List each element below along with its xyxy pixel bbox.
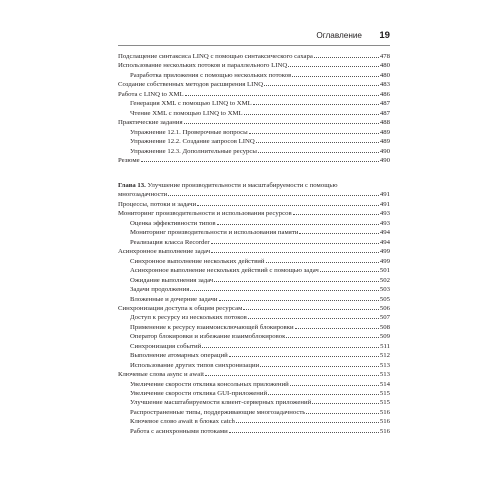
- toc-entry-label: Упражнение 12.2. Создание запросов LINQ: [130, 138, 255, 146]
- toc-entry[interactable]: [118, 247, 390, 256]
- toc-entry[interactable]: [130, 228, 390, 237]
- toc-entry-label: Создание собственных методов расширения LINQ: [118, 81, 264, 89]
- chapter-title-text: Улучшение производительности и масштабируемости с помощью: [147, 182, 338, 189]
- toc-entry-label: Оператор блокировки и избежание взаимоблокировок: [130, 333, 286, 341]
- toc-entry-page: 513: [379, 371, 390, 379]
- leader-dots: [290, 385, 379, 386]
- toc-entry[interactable]: [118, 370, 390, 379]
- toc-entry-page: 489: [379, 138, 390, 146]
- toc-entry[interactable]: [118, 61, 390, 70]
- leader-dots: [211, 243, 379, 244]
- chapter-number: Глава 13.: [118, 182, 146, 189]
- header-page-number: 19: [379, 30, 390, 41]
- toc-entry-label: Работа с асинхронными потоками: [130, 427, 228, 435]
- toc-entry-label: Распространенные типы, поддерживающие многозадачность: [130, 408, 306, 416]
- toc-entry-label: Ключевые слова async и await: [118, 371, 204, 379]
- toc-entry-label: Практические задания: [118, 119, 183, 127]
- toc-entry[interactable]: [118, 209, 390, 218]
- toc-entry-label: Подслащение синтаксиса LINQ с помощью синтаксического сахара: [118, 53, 313, 60]
- toc-entry-page: 487: [379, 109, 390, 117]
- toc-entry-page: 508: [379, 323, 390, 331]
- toc-entry-page: 486: [379, 90, 390, 98]
- toc-entry[interactable]: [118, 200, 390, 209]
- toc-entry-label: Ожидание выполнения задач: [130, 276, 214, 284]
- toc-entry[interactable]: [118, 304, 390, 313]
- toc-entry[interactable]: [130, 99, 390, 108]
- toc-entry-label: Оценка эффективности типов: [130, 219, 216, 227]
- leader-dots: [288, 66, 379, 67]
- toc-entry[interactable]: [130, 285, 390, 294]
- toc-entry-page: 516: [379, 427, 390, 435]
- leader-dots: [236, 422, 379, 423]
- toc-entry[interactable]: [118, 156, 390, 165]
- leader-dots: [299, 233, 378, 234]
- leader-dots: [306, 413, 378, 414]
- toc-entry-page: 513: [379, 361, 390, 369]
- toc-entry[interactable]: [130, 295, 390, 304]
- leader-dots: [292, 76, 379, 77]
- toc-entry[interactable]: [130, 323, 390, 332]
- toc-entry-page: 503: [379, 286, 390, 294]
- leader-dots: [190, 290, 378, 291]
- toc-entry-label: Увеличение скорости отклика консольных приложений: [130, 380, 289, 388]
- toc-entry-label: Резюме: [118, 156, 140, 164]
- toc-entry-page: 491: [379, 201, 390, 208]
- leader-dots: [314, 57, 379, 58]
- toc-entry[interactable]: [130, 389, 390, 398]
- toc-entry-page: 483: [379, 81, 390, 89]
- chapter-heading[interactable]: [118, 181, 390, 199]
- toc-entry-page: 509: [379, 333, 390, 341]
- toc-entry-page: 493: [379, 219, 390, 227]
- toc-entry[interactable]: [130, 137, 390, 146]
- toc-entry-label: Задачи продолжения: [130, 286, 190, 294]
- toc-entry-label: Асинхронное выполнение нескольких действий с помощью задач: [130, 267, 319, 275]
- toc-entry-page: 505: [379, 295, 390, 303]
- leader-dots: [211, 252, 379, 253]
- toc-entry-label: Процессы, потоки и задачи: [118, 201, 197, 208]
- chapter-title-line1: [118, 181, 390, 190]
- toc-entry-page: 515: [379, 399, 390, 407]
- toc-entry[interactable]: [130, 398, 390, 407]
- toc-entry-page: 494: [379, 229, 390, 237]
- toc-entry-page: 506: [379, 304, 390, 312]
- toc-entry[interactable]: [118, 52, 390, 61]
- toc-entry[interactable]: [130, 219, 390, 228]
- chapter-title-line2: [118, 190, 390, 199]
- toc-entry[interactable]: [118, 118, 390, 127]
- leader-dots: [266, 262, 379, 263]
- toc-entry-page: 516: [379, 418, 390, 426]
- toc-entry-page: 478: [379, 53, 390, 60]
- leader-dots: [253, 104, 379, 105]
- chapter-title-continued: многозадачности: [118, 191, 168, 198]
- toc-entry[interactable]: [130, 351, 390, 360]
- toc-entry-page: 514: [379, 380, 390, 388]
- leader-dots: [197, 205, 379, 206]
- leader-dots: [320, 271, 379, 272]
- toc-entry[interactable]: [130, 332, 390, 341]
- leader-dots: [258, 152, 379, 153]
- toc-entry[interactable]: [118, 80, 390, 89]
- toc-entry[interactable]: [130, 238, 390, 247]
- toc-entry-label: Асинхронное выполнение задач: [118, 248, 211, 256]
- toc-entry-page: 515: [379, 390, 390, 397]
- toc-entry-page: 489: [379, 128, 390, 136]
- leader-dots: [185, 95, 379, 96]
- toc-entry[interactable]: [130, 342, 390, 351]
- toc-entry-page: 488: [379, 119, 390, 127]
- toc-entry-label: Упражнение 12.3. Дополнительные ресурсы: [130, 147, 257, 155]
- toc-entry-page: 499: [379, 248, 390, 256]
- toc-entry-label: Доступ к ресурсу из нескольких потоков: [130, 314, 247, 322]
- leader-dots: [202, 347, 379, 348]
- toc-entry[interactable]: [130, 71, 390, 80]
- toc-entry-label: Мониторинг производительности и использования памяти: [130, 229, 299, 237]
- toc-entry-page: 511: [380, 342, 390, 350]
- toc-entry-page: 490: [379, 156, 390, 164]
- leader-dots: [243, 309, 379, 310]
- toc-entry-page: 494: [379, 238, 390, 246]
- toc-entry-page: 480: [379, 71, 390, 79]
- leader-dots: [260, 366, 379, 367]
- leader-dots: [205, 375, 379, 376]
- toc-entry-label: Выполнение атомарных операций: [130, 352, 228, 360]
- leader-dots: [244, 114, 379, 115]
- toc-entry-page: 507: [379, 314, 390, 322]
- leader-dots: [214, 281, 379, 282]
- toc-entry[interactable]: [130, 408, 390, 417]
- toc-entry-label: Синхронизация событий: [130, 342, 202, 350]
- leader-dots: [249, 133, 379, 134]
- leader-dots: [286, 337, 378, 338]
- toc-entry-label: Улучшение масштабируемости клиент-серверных приложений: [130, 399, 312, 407]
- toc-entry-page: 501: [379, 267, 390, 275]
- toc-entry-page: 502: [379, 276, 390, 284]
- leader-dots: [312, 403, 379, 404]
- toc-entry-label: Синхронизация доступа к общим ресурсам: [118, 304, 243, 312]
- chapter-page-number: 491: [379, 191, 390, 198]
- toc-entry[interactable]: [130, 361, 390, 370]
- toc-entry[interactable]: [130, 147, 390, 156]
- toc-entry[interactable]: [130, 276, 390, 285]
- leader-dots: [268, 394, 379, 395]
- toc-entry-label: Ключевое слово await в блоках catch: [130, 418, 235, 426]
- toc-entry[interactable]: [130, 313, 390, 322]
- leader-dots: [256, 142, 379, 143]
- toc-entry-label: Мониторинг производительности и использования ресурсов: [118, 210, 292, 218]
- toc-entry-page: 490: [379, 147, 390, 155]
- leader-dots: [295, 328, 379, 329]
- toc-entry[interactable]: [130, 427, 390, 436]
- leader-dots: [141, 161, 379, 162]
- toc-entry-page: 512: [379, 352, 390, 360]
- leader-dots: [184, 123, 379, 124]
- toc-entry-label: Применение к ресурсу взаимоисключающей блокировки: [130, 323, 294, 331]
- toc-entry-label: Использование других типов синхронизации: [130, 361, 260, 369]
- leader-dots: [229, 356, 379, 357]
- leader-dots: [168, 195, 379, 196]
- header-section-title: Оглавление: [316, 31, 362, 40]
- leader-dots: [229, 432, 379, 433]
- toc-entry-label: Работа с LINQ to XML: [118, 90, 184, 98]
- leader-dots: [293, 214, 379, 215]
- toc-entry-page: 499: [379, 257, 390, 265]
- toc-entry[interactable]: [130, 380, 390, 389]
- toc-entry-label: Чтение XML с помощью LINQ to XML: [130, 109, 243, 117]
- toc-entry-page: 480: [379, 62, 390, 70]
- toc-entry[interactable]: [130, 417, 390, 426]
- toc-entry-label: Вложенные и дочерние задачи: [130, 295, 218, 303]
- leader-dots: [264, 85, 379, 86]
- toc-entry-label: Генерация XML с помощью LINQ to XML: [130, 100, 252, 108]
- toc-entry-page: 493: [379, 210, 390, 218]
- toc-entry-label: Реализация класса Recorder: [130, 238, 210, 246]
- toc-entry[interactable]: [130, 109, 390, 118]
- toc-entry[interactable]: [130, 266, 390, 275]
- toc-entry-label: Упражнение 12.1. Проверочные вопросы: [130, 128, 248, 136]
- toc-entry-page: 516: [379, 408, 390, 416]
- toc-entry-label: Синхронное выполнение нескольких действий: [130, 257, 265, 265]
- toc-entry[interactable]: [130, 128, 390, 137]
- toc-entry-label: Разработка приложения с помощью нескольких потоков: [130, 71, 292, 79]
- toc-entry-label: Увеличение скорости отклика GUI-приложений: [130, 390, 268, 397]
- leader-dots: [248, 318, 379, 319]
- toc-entry[interactable]: [130, 257, 390, 266]
- leader-dots: [217, 224, 379, 225]
- toc-entry[interactable]: [118, 90, 390, 99]
- toc-entry-label: Использование нескольких потоков и параллельного LINQ: [118, 62, 288, 70]
- leader-dots: [219, 300, 379, 301]
- toc-entry-page: 487: [379, 100, 390, 108]
